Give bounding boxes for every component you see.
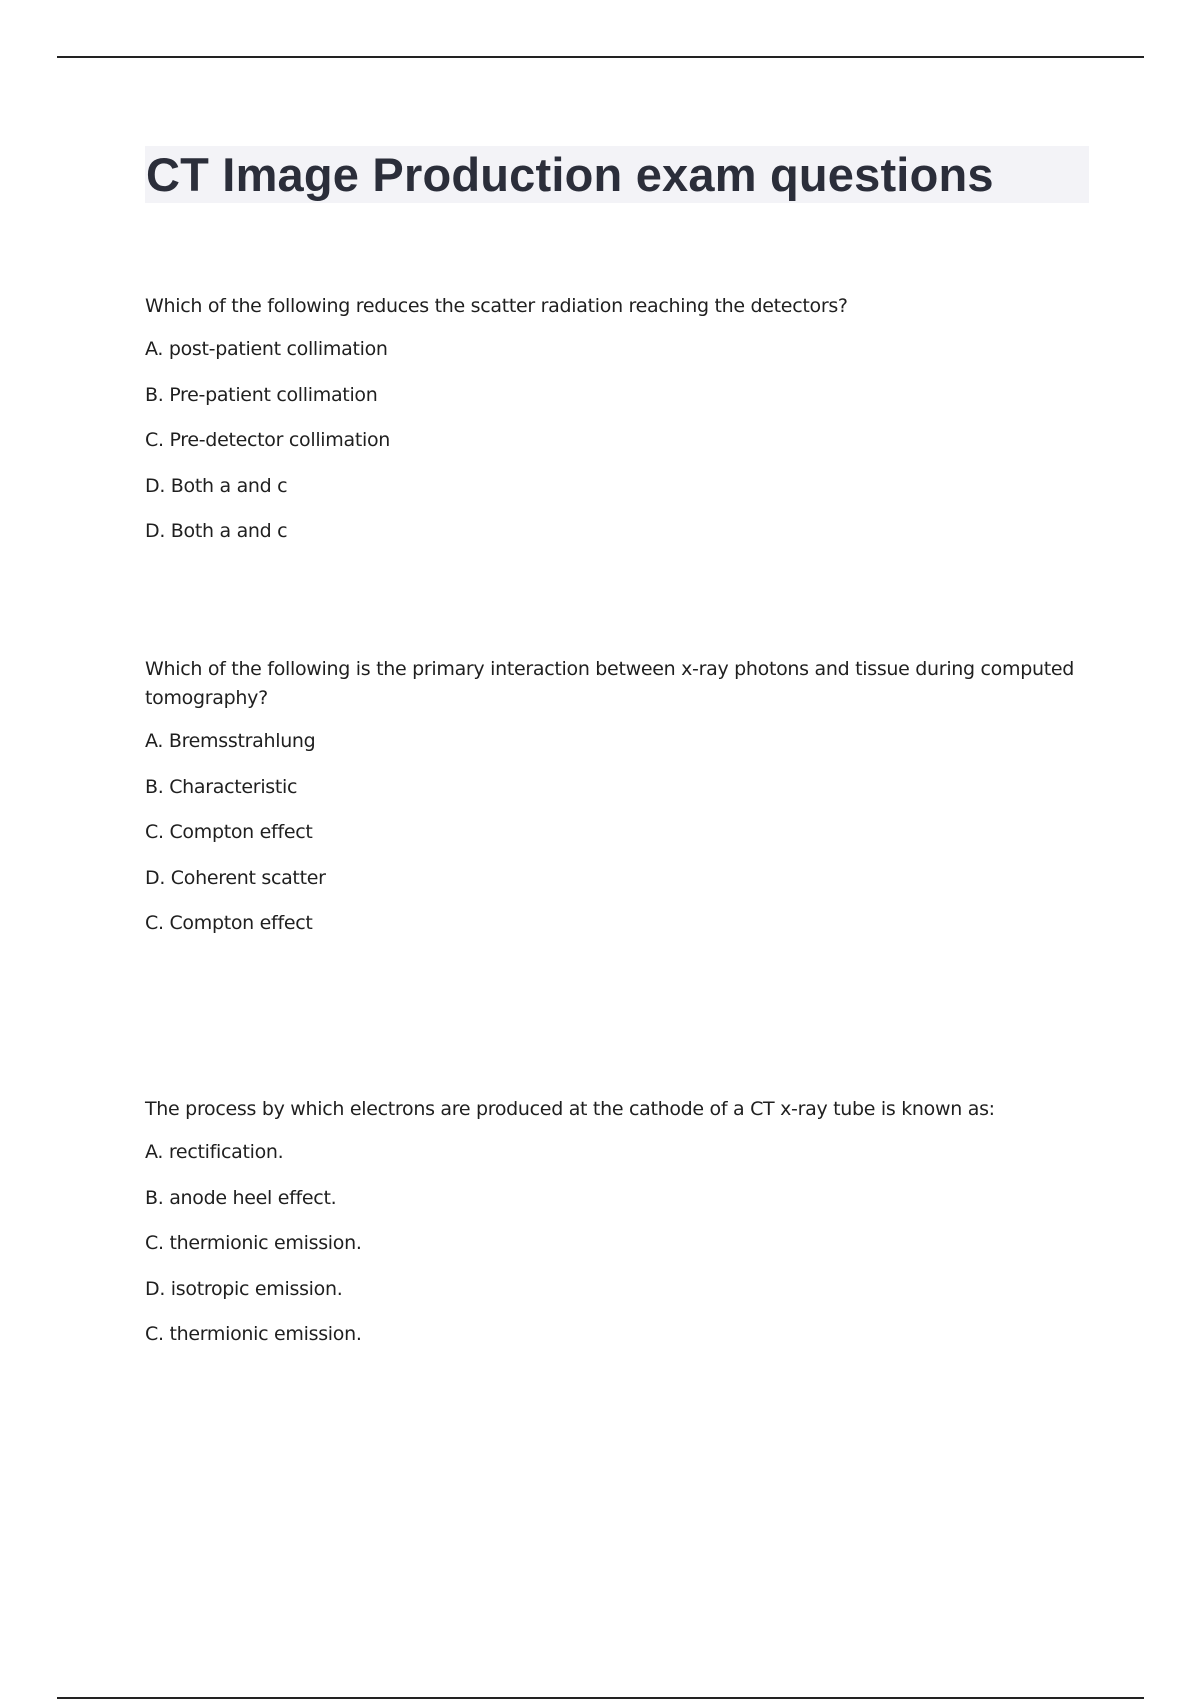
- option-a: A. post-patient collimation: [145, 338, 388, 360]
- option-d: D. isotropic emission.: [145, 1277, 343, 1300]
- option-b: B. anode heel effect.: [145, 1186, 337, 1209]
- option-d: D. Both a and c: [145, 474, 288, 497]
- option-list: [145, 1138, 1075, 1366]
- question-prompt: Which of the following reduces the scatter radiation reaching the detectors?: [145, 295, 848, 317]
- header-rule: [57, 56, 1144, 58]
- option-list: [145, 727, 1075, 955]
- option-a: A. rectification.: [145, 1141, 284, 1163]
- answer: D. Both a and c: [145, 520, 288, 542]
- option-c: C. Pre-detector collimation: [145, 429, 391, 451]
- question-prompt: Which of the following is the primary interaction between x-ray photons and tissue during computed tomography?: [145, 658, 1075, 709]
- question-prompt: The process by which electrons are produced at the cathode of a CT x-ray tube is known as:: [145, 1098, 995, 1120]
- option-list: [145, 335, 1075, 563]
- footer-rule: [57, 1697, 1144, 1699]
- page-title: CT Image Production exam questions: [146, 148, 994, 201]
- title-banner: [145, 146, 1089, 203]
- question-3: [145, 1095, 1075, 1366]
- option-d: D. Coherent scatter: [145, 866, 326, 889]
- option-b: B. Characteristic: [145, 775, 298, 798]
- answer: C. thermionic emission.: [145, 1323, 362, 1345]
- answer: C. Compton effect: [145, 912, 313, 934]
- option-a: A. Bremsstrahlung: [145, 730, 316, 752]
- option-b: B. Pre-patient collimation: [145, 383, 378, 406]
- question-1: [145, 292, 1075, 563]
- question-2: [145, 655, 1075, 955]
- option-c: C. thermionic emission.: [145, 1232, 362, 1254]
- option-c: C. Compton effect: [145, 821, 313, 843]
